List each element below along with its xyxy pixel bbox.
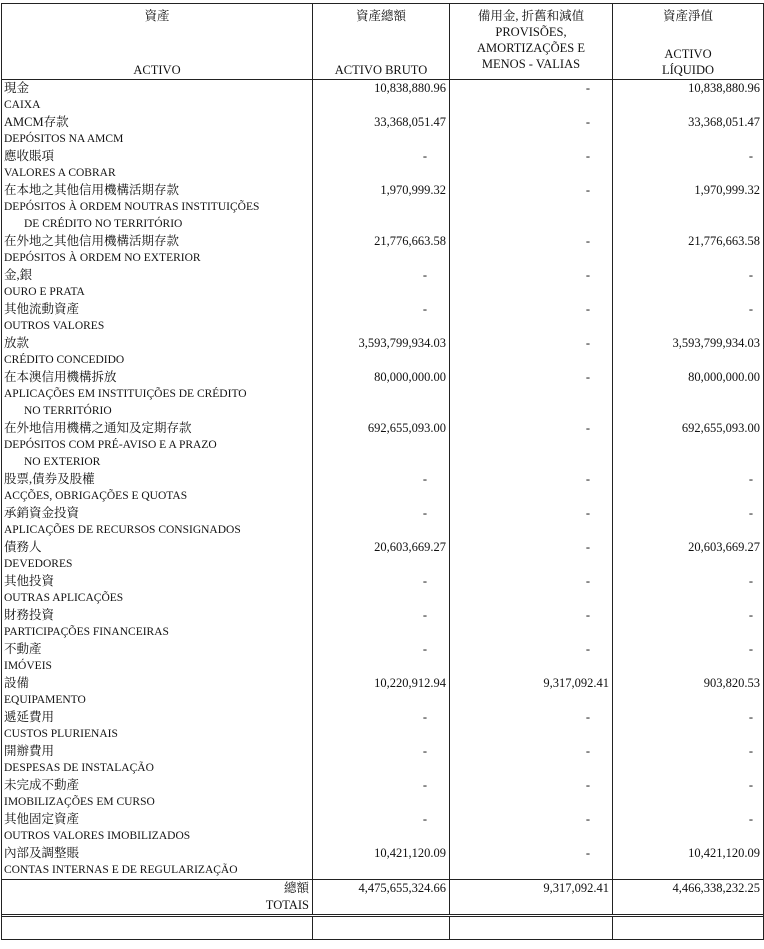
activo-bruto-cell: - bbox=[313, 811, 450, 845]
row-label bbox=[2, 301, 313, 335]
table-row bbox=[2, 709, 763, 743]
activo-liquido-cell: - bbox=[748, 744, 753, 758]
label-pt: DEPÓSITOS À ORDEM NOUTRAS INSTITUIÇÕES bbox=[4, 201, 260, 213]
provisoes-cell: - bbox=[450, 743, 613, 777]
label-pt: NO TERRITÓRIO bbox=[24, 405, 112, 417]
activo-liquido-cell: 10,838,880.96 bbox=[688, 81, 760, 95]
activo-bruto-cell: 20,603,669.27 bbox=[313, 539, 450, 573]
table-row bbox=[2, 607, 763, 641]
totals-gross: 4,475,655,324.66 bbox=[313, 880, 450, 914]
row-label bbox=[2, 182, 313, 233]
row-label bbox=[2, 675, 313, 709]
header-pt: PROVISÕES, bbox=[495, 25, 567, 39]
row-label bbox=[2, 811, 313, 845]
label-pt: DEPÓSITOS NA AMCM bbox=[4, 133, 124, 145]
activo-liquido-cell: - bbox=[748, 506, 753, 520]
activo-liquido-cell: 903,820.53 bbox=[703, 676, 760, 690]
provisoes-cell: - bbox=[450, 607, 613, 641]
header-pt: AMORTIZAÇÕES E bbox=[477, 41, 585, 55]
activo-bruto-cell: - bbox=[313, 743, 450, 777]
label-zh: 應收賬項 bbox=[4, 149, 55, 163]
row-label bbox=[2, 80, 313, 114]
label-pt: OUTRAS APLICAÇÕES bbox=[4, 592, 124, 604]
provisoes-cell: - bbox=[450, 709, 613, 743]
activo-bruto-cell: 10,421,120.09 bbox=[313, 845, 450, 879]
row-label bbox=[2, 471, 313, 505]
header-zh: 備用金, 折舊和減值 bbox=[477, 9, 585, 23]
activo-bruto-cell: - bbox=[313, 641, 450, 675]
table-row bbox=[2, 182, 763, 233]
label-pt: CONTAS INTERNAS E DE REGULARIZAÇÃO bbox=[4, 864, 238, 876]
header-pt: ACTIVO bbox=[133, 63, 181, 77]
blank-row bbox=[2, 917, 763, 940]
label-pt: CAIXA bbox=[4, 99, 41, 111]
activo-liquido-cell: - bbox=[748, 472, 753, 486]
activo-bruto-cell: 3,593,799,934.03 bbox=[313, 335, 450, 369]
label-zh: 在本地之其他信用機構活期存款 bbox=[4, 183, 180, 197]
label-pt: PARTICIPAÇÕES FINANCEIRAS bbox=[4, 626, 169, 638]
label-pt: OUTROS VALORES IMOBILIZADOS bbox=[4, 830, 191, 842]
provisoes-cell: - bbox=[450, 845, 613, 879]
row-label bbox=[2, 114, 313, 148]
blank-cell bbox=[313, 917, 450, 939]
table-row bbox=[2, 675, 763, 709]
row-label bbox=[2, 641, 313, 675]
activo-bruto-cell: 33,368,051.47 bbox=[313, 114, 450, 148]
activo-liquido-cell: - bbox=[748, 710, 753, 724]
activo-liquido-cell: 33,368,051.47 bbox=[688, 115, 760, 129]
label-pt: DEVEDORES bbox=[4, 558, 73, 570]
activo-liquido-cell: 20,603,669.27 bbox=[688, 540, 760, 554]
table-row bbox=[2, 641, 763, 675]
label-zh: 其他流動資產 bbox=[4, 302, 80, 316]
label-zh: 金,銀 bbox=[4, 268, 33, 282]
activo-bruto-cell: 10,838,880.96 bbox=[313, 80, 450, 114]
provisoes-cell: - bbox=[450, 114, 613, 148]
row-label bbox=[2, 369, 313, 420]
table-row bbox=[2, 114, 763, 148]
activo-bruto-cell: 1,970,999.32 bbox=[313, 182, 450, 233]
activo-liquido-cell: - bbox=[748, 608, 753, 622]
label-pt: APLICAÇÕES EM INSTITUIÇÕES DE CRÉDITO bbox=[4, 388, 247, 400]
label-zh: AMCM存款 bbox=[4, 115, 69, 129]
label-pt: DEPÓSITOS COM PRÉ-AVISO E A PRAZO bbox=[4, 439, 217, 451]
table-body bbox=[2, 80, 763, 879]
label-pt: OURO E PRATA bbox=[4, 286, 85, 298]
provisoes-cell: - bbox=[450, 641, 613, 675]
row-label bbox=[2, 539, 313, 573]
activo-bruto-cell: - bbox=[313, 777, 450, 811]
label-pt: DEPÓSITOS À ORDEM NO EXTERIOR bbox=[4, 252, 201, 264]
blank-cell bbox=[450, 917, 613, 939]
activo-liquido-cell: 10,421,120.09 bbox=[688, 846, 760, 860]
table-row bbox=[2, 267, 763, 301]
activo-bruto-cell: - bbox=[313, 267, 450, 301]
label-zh: 在本澳信用機構拆放 bbox=[4, 370, 117, 384]
totals-pt: TOTAIS bbox=[265, 898, 309, 912]
provisoes-cell: - bbox=[450, 420, 613, 471]
header-provisoes bbox=[450, 4, 613, 79]
activo-bruto-cell: - bbox=[313, 471, 450, 505]
header-zh: 資產淨值 bbox=[662, 9, 713, 23]
activo-bruto-cell: 21,776,663.58 bbox=[313, 233, 450, 267]
totals-row bbox=[2, 879, 763, 917]
header-activo-bruto bbox=[313, 4, 450, 79]
header-pt bbox=[613, 46, 763, 78]
table-row bbox=[2, 80, 763, 114]
table-row bbox=[2, 573, 763, 607]
provisoes-cell: - bbox=[450, 233, 613, 267]
row-label bbox=[2, 777, 313, 811]
balance-sheet-table bbox=[1, 3, 764, 940]
label-pt: APLICAÇÕES DE RECURSOS CONSIGNADOS bbox=[4, 524, 241, 536]
label-zh: 在外地信用機構之通知及定期存款 bbox=[4, 421, 192, 435]
table-row bbox=[2, 335, 763, 369]
table-row bbox=[2, 148, 763, 182]
header-pt-line: LÍQUIDO bbox=[661, 63, 715, 77]
header-activo bbox=[2, 4, 313, 79]
label-zh: 承銷資金投資 bbox=[4, 506, 80, 520]
activo-bruto-cell: - bbox=[313, 148, 450, 182]
label-pt: DESPESAS DE INSTALAÇÃO bbox=[4, 762, 154, 774]
provisoes-cell: - bbox=[450, 301, 613, 335]
activo-liquido-cell: - bbox=[748, 302, 753, 316]
label-zh: 放款 bbox=[4, 336, 30, 350]
label-zh: 財務投資 bbox=[4, 608, 55, 622]
blank-cell bbox=[613, 917, 763, 939]
label-zh: 未完成不動產 bbox=[4, 778, 80, 792]
header-pt: MENOS - VALIAS bbox=[481, 57, 581, 71]
header-zh: 資產總額 bbox=[355, 9, 406, 23]
row-label bbox=[2, 845, 313, 879]
provisoes-cell: - bbox=[450, 573, 613, 607]
activo-liquido-cell: - bbox=[748, 812, 753, 826]
provisoes-cell: - bbox=[450, 505, 613, 539]
provisoes-cell: - bbox=[450, 80, 613, 114]
header-pt-line: ACTIVO bbox=[664, 47, 712, 61]
label-pt: OUTROS VALORES bbox=[4, 320, 105, 332]
label-zh: 在外地之其他信用機構活期存款 bbox=[4, 234, 180, 248]
label-zh: 其他投資 bbox=[4, 574, 55, 588]
blank-cell bbox=[2, 917, 313, 939]
table-row bbox=[2, 301, 763, 335]
activo-bruto-cell: - bbox=[313, 573, 450, 607]
label-pt: DE CRÉDITO NO TERRITÓRIO bbox=[24, 218, 183, 230]
activo-bruto-cell: - bbox=[313, 709, 450, 743]
label-zh: 不動產 bbox=[4, 642, 42, 656]
table-row bbox=[2, 505, 763, 539]
row-label bbox=[2, 607, 313, 641]
activo-liquido-cell: 80,000,000.00 bbox=[688, 370, 760, 384]
provisoes-cell: - bbox=[450, 471, 613, 505]
table-row bbox=[2, 420, 763, 471]
label-zh: 債務人 bbox=[4, 540, 42, 554]
provisoes-cell: - bbox=[450, 369, 613, 420]
activo-bruto-cell: 80,000,000.00 bbox=[313, 369, 450, 420]
provisoes-cell: - bbox=[450, 148, 613, 182]
table-row bbox=[2, 811, 763, 845]
activo-liquido-cell: - bbox=[748, 268, 753, 282]
totals-net: 4,466,338,232.25 bbox=[672, 881, 760, 895]
activo-bruto-cell: - bbox=[313, 607, 450, 641]
activo-bruto-cell: 692,655,093.00 bbox=[313, 420, 450, 471]
activo-liquido-cell: - bbox=[748, 642, 753, 656]
activo-bruto-cell: 10,220,912.94 bbox=[313, 675, 450, 709]
label-zh: 其他固定資產 bbox=[4, 812, 80, 826]
row-label bbox=[2, 709, 313, 743]
table-row bbox=[2, 743, 763, 777]
label-zh: 設備 bbox=[4, 676, 30, 690]
activo-liquido-cell: - bbox=[748, 778, 753, 792]
header-pt: ACTIVO BRUTO bbox=[334, 63, 428, 77]
label-pt: EQUIPAMENTO bbox=[4, 694, 86, 706]
label-pt: IMOBILIZAÇÕES EM CURSO bbox=[4, 796, 155, 808]
activo-bruto-cell: - bbox=[313, 505, 450, 539]
activo-liquido-cell: 21,776,663.58 bbox=[688, 234, 760, 248]
provisoes-cell: 9,317,092.41 bbox=[450, 675, 613, 709]
row-label bbox=[2, 743, 313, 777]
label-zh: 內部及調整賬 bbox=[4, 846, 80, 860]
row-label bbox=[2, 267, 313, 301]
label-pt: ACÇÕES, OBRIGAÇÕES E QUOTAS bbox=[4, 490, 188, 502]
row-label bbox=[2, 505, 313, 539]
label-zh: 開辦費用 bbox=[4, 744, 55, 758]
label-pt: CUSTOS PLURIENAIS bbox=[4, 728, 118, 740]
provisoes-cell: - bbox=[450, 335, 613, 369]
totals-zh: 總額 bbox=[283, 881, 309, 895]
activo-bruto-cell: - bbox=[313, 301, 450, 335]
table-row bbox=[2, 233, 763, 267]
row-label bbox=[2, 148, 313, 182]
label-zh: 遞延費用 bbox=[4, 710, 55, 724]
label-pt: VALORES A COBRAR bbox=[4, 167, 116, 179]
row-label bbox=[2, 233, 313, 267]
totals-label bbox=[2, 880, 313, 914]
row-label bbox=[2, 420, 313, 471]
table-row bbox=[2, 777, 763, 811]
activo-liquido-cell: 1,970,999.32 bbox=[694, 183, 760, 197]
table-row bbox=[2, 539, 763, 573]
provisoes-cell: - bbox=[450, 267, 613, 301]
provisoes-cell: - bbox=[450, 182, 613, 233]
table-row bbox=[2, 845, 763, 879]
table-header bbox=[2, 4, 763, 80]
header-activo-liquido bbox=[613, 4, 763, 79]
totals-provisions: 9,317,092.41 bbox=[450, 880, 613, 914]
row-label bbox=[2, 335, 313, 369]
activo-liquido-cell: 3,593,799,934.03 bbox=[672, 336, 760, 350]
label-zh: 股票,債券及股權 bbox=[4, 472, 95, 486]
provisoes-cell: - bbox=[450, 811, 613, 845]
label-pt: CRÉDITO CONCEDIDO bbox=[4, 354, 125, 366]
label-pt: NO EXTERIOR bbox=[24, 456, 101, 468]
activo-liquido-cell: - bbox=[748, 149, 753, 163]
activo-liquido-cell: - bbox=[748, 574, 753, 588]
activo-liquido-cell: 692,655,093.00 bbox=[681, 421, 760, 435]
table-row bbox=[2, 471, 763, 505]
label-zh: 現金 bbox=[4, 81, 30, 95]
provisoes-cell: - bbox=[450, 777, 613, 811]
table-row bbox=[2, 369, 763, 420]
label-pt: IMÓVEIS bbox=[4, 660, 52, 672]
provisoes-cell: - bbox=[450, 539, 613, 573]
header-zh: 資產 bbox=[144, 9, 170, 23]
row-label bbox=[2, 573, 313, 607]
